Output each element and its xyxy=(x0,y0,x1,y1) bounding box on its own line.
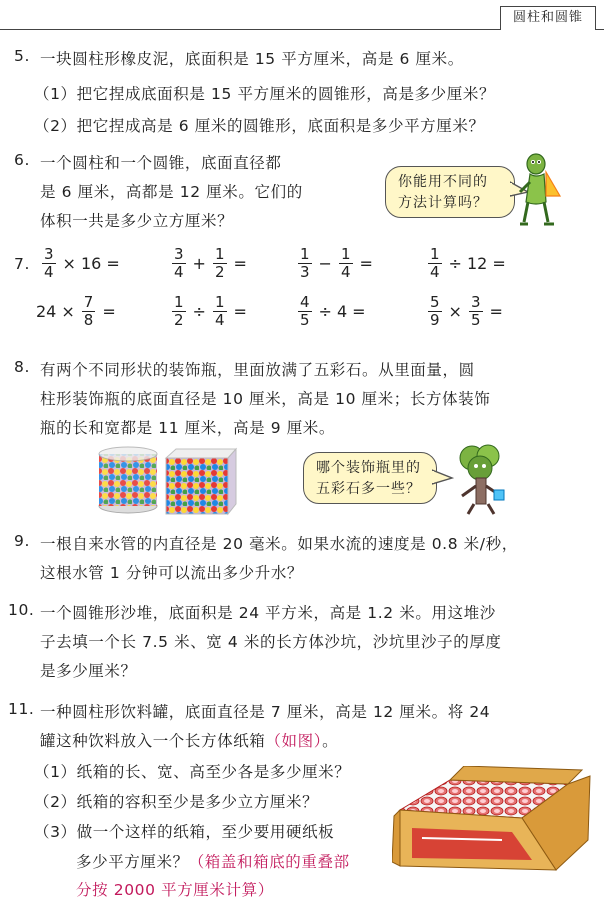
fraction: $\frac{4}{5}$ xyxy=(300,293,310,329)
q10-line3: 是多少厘米？ xyxy=(40,662,137,680)
fraction: $\frac{1}{2}$ xyxy=(214,245,225,281)
q6-bubble-line2: 方法计算吗？ xyxy=(398,195,488,211)
q10-number: 10. xyxy=(8,601,35,619)
q9-line1: 一根自来水管的内直径是 20 毫米。如果水流的速度是 0.8 米/秒， xyxy=(40,535,518,553)
equals-sign: = xyxy=(102,302,116,321)
q6-number: 6. xyxy=(14,151,30,169)
q10-line1: 一个圆锥形沙堆，底面积是 24 平方米，高是 1.2 米。用这堆沙 xyxy=(40,604,496,622)
page-header xyxy=(0,0,604,30)
cuboid-vase-icon xyxy=(163,446,239,518)
q6-line2: 是 6 厘米，高都是 12 厘米。它们的 xyxy=(40,183,303,201)
operand: 12 xyxy=(466,254,488,273)
expr-r1-c3 xyxy=(296,246,373,281)
q11-line2 xyxy=(40,729,338,751)
q9-number: 9. xyxy=(14,532,30,550)
equals-sign: = xyxy=(352,302,366,321)
q11-note-part2: 分按 2000 平方厘米计算） xyxy=(76,881,274,899)
q8-bubble-line2: 五彩石多一些？ xyxy=(316,481,421,497)
operator: × xyxy=(61,302,75,321)
q8-bubble-line1: 哪个装饰瓶里的 xyxy=(316,460,421,476)
q9-line2: 这根水管 1 分钟可以流出多少升水？ xyxy=(40,564,304,582)
q11-sub3-cont-text: 多少平方厘米？ xyxy=(76,853,189,871)
q6-bubble-line1: 你能用不同的 xyxy=(398,174,488,190)
q6-hint-bubble xyxy=(385,166,515,218)
q8-bubble-tail xyxy=(432,466,454,490)
operator: ÷ xyxy=(448,254,462,273)
q6-line3: 体积一共是多少立方厘米？ xyxy=(40,212,234,230)
q11-see-figure: （如图） xyxy=(265,732,323,750)
fraction: $\frac{1}{4}$ xyxy=(340,245,351,281)
equals-sign: = xyxy=(359,254,373,273)
expr-r2-c3 xyxy=(296,294,366,329)
fraction: $\frac{7}{8}$ xyxy=(83,293,94,329)
q11-number: 11. xyxy=(8,700,35,718)
operator: − xyxy=(318,254,332,273)
operator: ÷ xyxy=(318,302,332,321)
q5-sub1: （1）把它捏成底面积是 15 平方厘米的圆锥形，高是多少厘米？ xyxy=(34,85,496,103)
fraction: $\frac{3}{4}$ xyxy=(44,245,54,281)
q11-sub3: （3）做一个这样的纸箱，至少要用硬纸板 xyxy=(34,823,335,841)
fraction: $\frac{1}{2}$ xyxy=(174,293,184,329)
carton-box-icon xyxy=(392,766,596,886)
q7-number: 7. xyxy=(14,255,30,273)
fraction: $\frac{1}{4}$ xyxy=(430,245,440,281)
equals-sign: = xyxy=(106,254,120,273)
q11-sub2: （2）纸箱的容积至少是多少立方厘米？ xyxy=(34,793,319,811)
q5-text: 一块圆柱形橡皮泥，底面积是 15 平方厘米，高是 6 厘米。 xyxy=(40,50,464,68)
expr-r1-c1 xyxy=(40,246,120,281)
operator: + xyxy=(192,254,206,273)
expr-r2-c1 xyxy=(36,294,116,329)
fraction: $\frac{1}{3}$ xyxy=(300,245,310,281)
q11-sub1: （1）纸箱的长、宽、高至少各是多少厘米？ xyxy=(34,763,351,781)
q8-line3: 瓶的长和宽都是 11 厘米，高是 9 厘米。 xyxy=(40,419,335,437)
expr-r1-c2 xyxy=(170,246,247,281)
operator: × xyxy=(62,254,76,273)
fraction: $\frac{5}{9}$ xyxy=(430,293,440,329)
operand: 16 xyxy=(80,254,102,273)
q8-line1: 有两个不同形状的装饰瓶，里面放满了五彩石。从里面量，圆 xyxy=(40,361,475,379)
operand: 4 xyxy=(336,302,348,321)
equals-sign: = xyxy=(492,254,506,273)
cone-character-icon xyxy=(516,152,564,228)
q6-line1: 一个圆柱和一个圆锥，底面直径都 xyxy=(40,154,282,172)
chapter-title: 圆柱和圆锥 xyxy=(500,6,596,30)
operand: 24 xyxy=(36,302,57,321)
fraction: $\frac{1}{4}$ xyxy=(214,293,225,329)
expr-r1-c4 xyxy=(426,246,506,281)
equals-sign: = xyxy=(489,302,503,321)
operator: ÷ xyxy=(192,302,206,321)
q8-line2: 柱形装饰瓶的底面直径是 10 厘米，高是 10 厘米；长方体装饰 xyxy=(40,390,491,408)
q11-note-part1: （箱盖和箱底的重叠部 xyxy=(188,853,350,871)
equals-sign: = xyxy=(233,254,247,273)
expr-r2-c4 xyxy=(426,294,503,329)
cylinder-vase-icon xyxy=(96,444,160,516)
q11-line2-end: 。 xyxy=(322,732,339,750)
tree-character-icon xyxy=(452,444,510,516)
expr-r2-c2 xyxy=(170,294,247,329)
fraction: $\frac{3}{4}$ xyxy=(174,245,184,281)
q11-line2-text: 罐这种饮料放入一个长方体纸箱 xyxy=(40,732,266,750)
q5-sub2: （2）把它捏成高是 6 厘米的圆锥形，底面积是多少平方厘米？ xyxy=(34,117,485,135)
q10-line2: 子去填一个长 7.5 米、宽 4 米的长方体沙坑，沙坑里沙子的厚度 xyxy=(40,633,502,651)
equals-sign: = xyxy=(233,302,247,321)
operator: × xyxy=(448,302,462,321)
fraction: $\frac{3}{5}$ xyxy=(470,293,481,329)
q8-hint-bubble xyxy=(303,452,437,504)
q8-number: 8. xyxy=(14,358,30,376)
q5-number: 5. xyxy=(14,47,30,65)
q11-sub3-cont xyxy=(76,850,350,872)
q11-line1: 一种圆柱形饮料罐，底面直径是 7 厘米，高是 12 厘米。将 24 xyxy=(40,703,491,721)
